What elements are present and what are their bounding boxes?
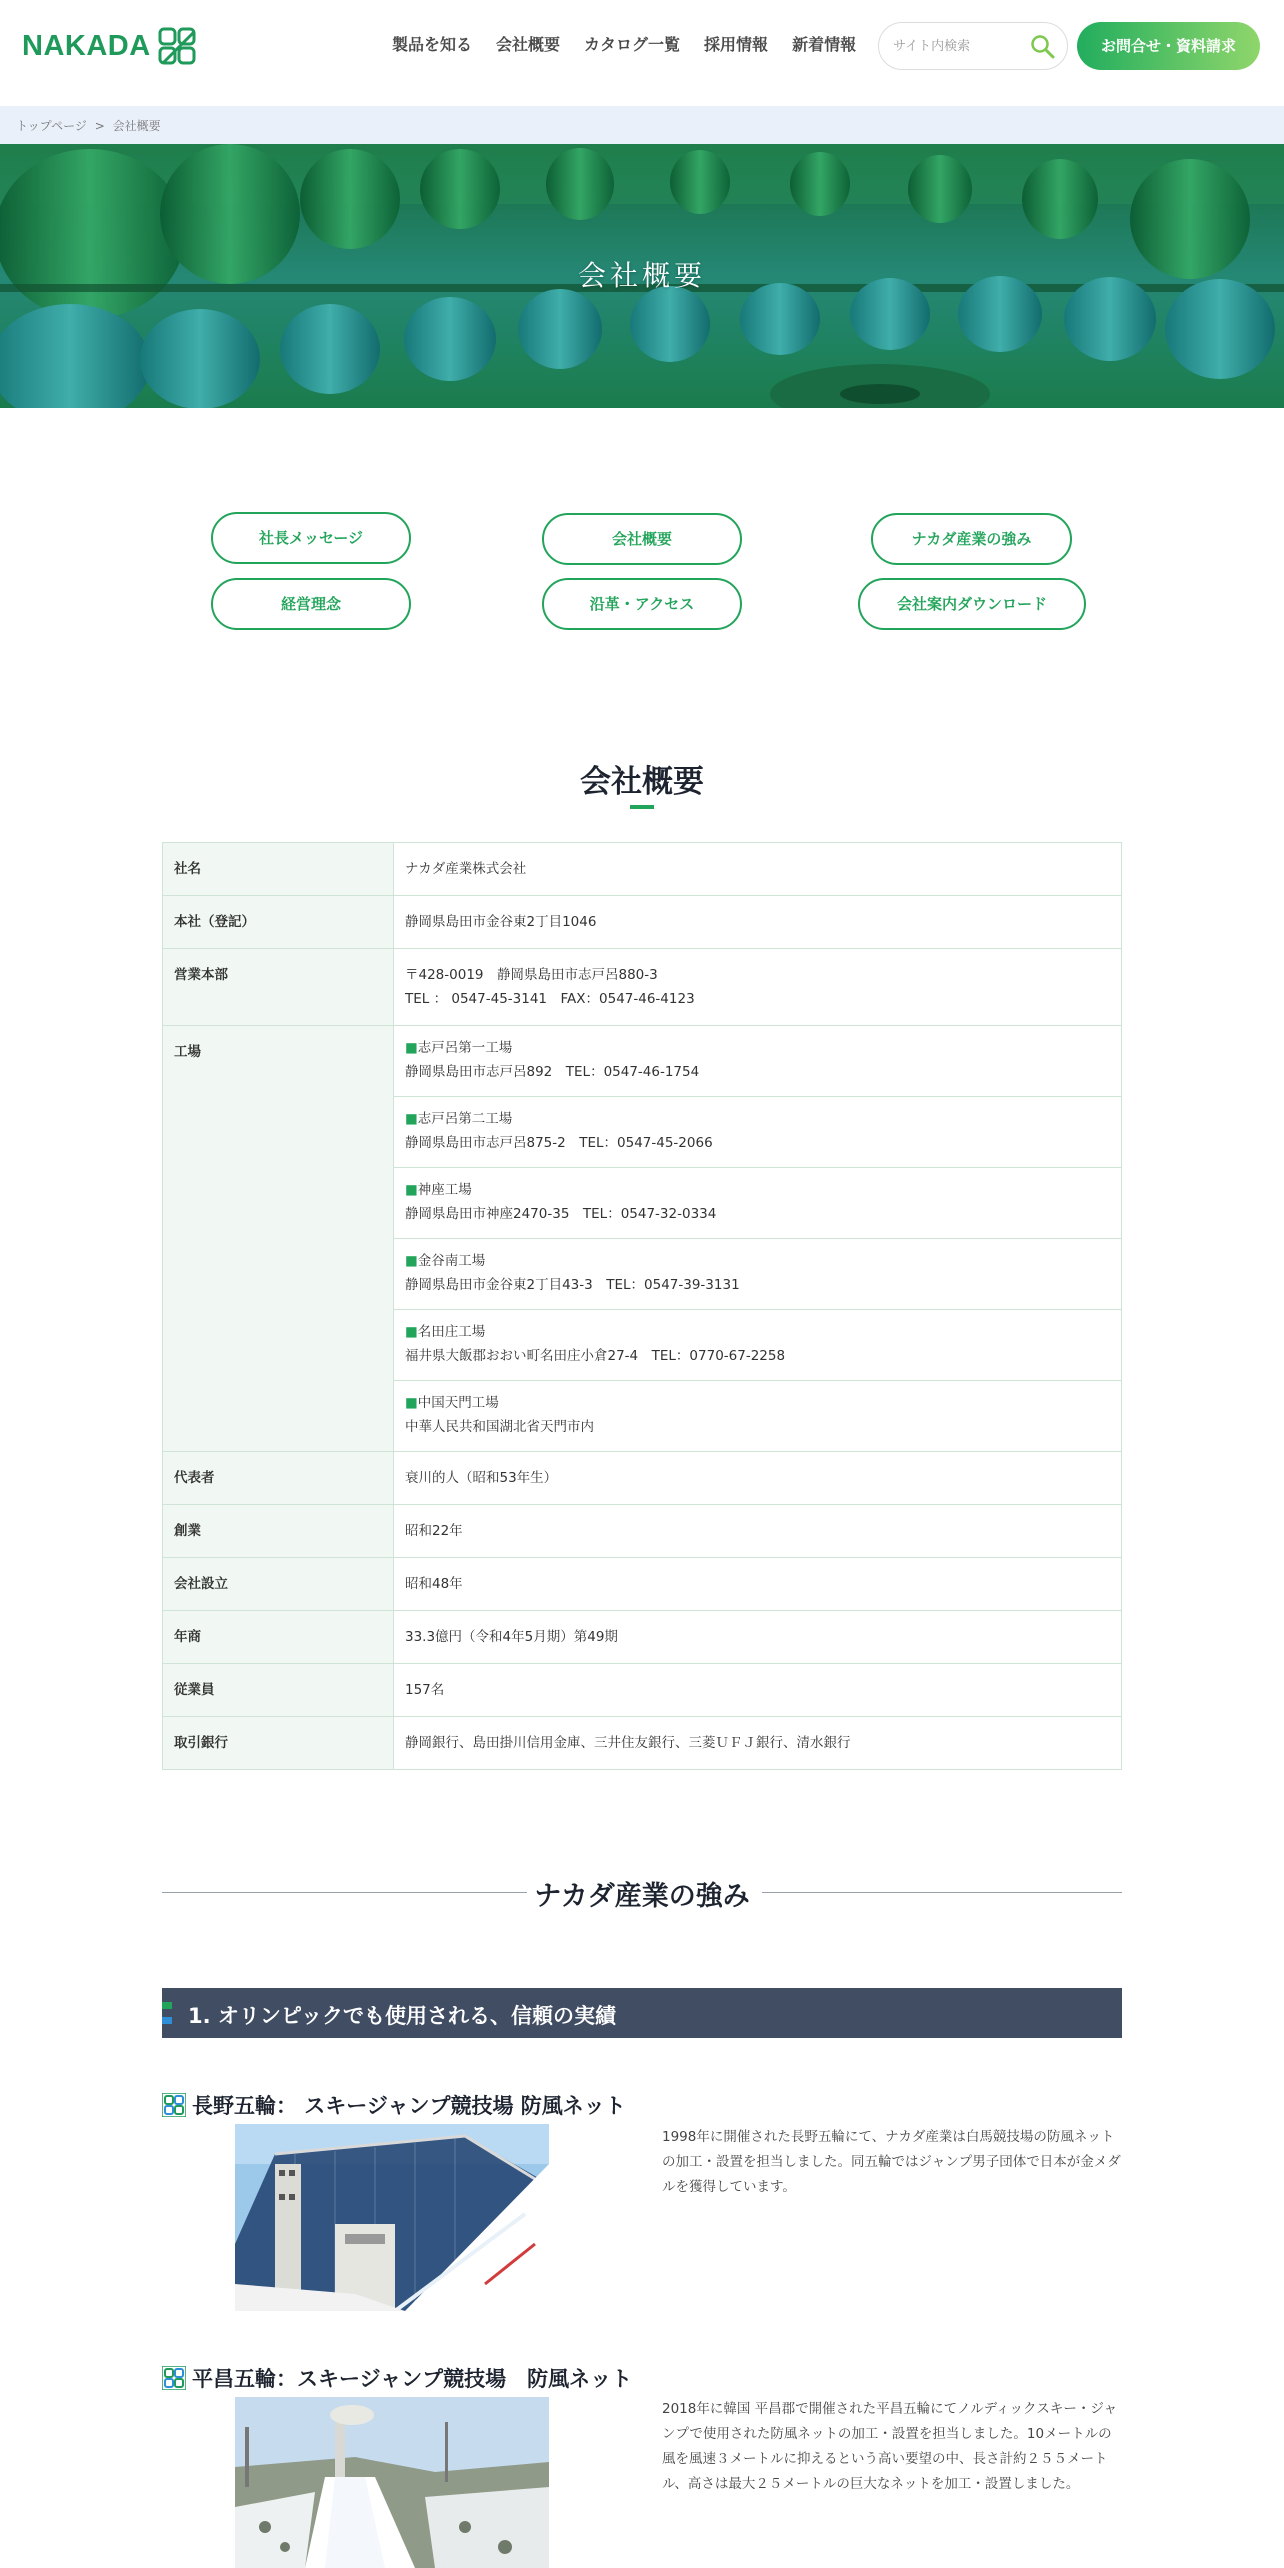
nagano-ski-jump-photo: [235, 2124, 549, 2311]
row-value: 33.3億円（令和4年5月期）第49期: [394, 1611, 1122, 1664]
anchor-company-overview[interactable]: 会社概要: [542, 513, 742, 565]
breadcrumb-bar: [0, 106, 1284, 144]
table-row: [163, 1452, 1122, 1505]
overview-title: 会社概要: [580, 764, 704, 800]
square-bullet-icon: ■: [405, 1182, 418, 1198]
logo[interactable]: [22, 26, 197, 66]
factory-name: 志戸呂第一工場: [417, 1040, 513, 1056]
table-row: [163, 1026, 1122, 1097]
anchor-strengths[interactable]: ナカダ産業の強み: [871, 513, 1072, 565]
search-box: [878, 22, 1068, 70]
item-title-text: 長野五輪： スキージャンプ競技場 防風ネット: [192, 2094, 626, 2118]
factory-address: 福井県大飯郡おおい町名田庄小倉27-4 TEL：0770-67-2258: [405, 1348, 786, 1364]
search-icon[interactable]: [1029, 33, 1057, 61]
strength-title: ナカダ産業の強み: [534, 1881, 750, 1912]
row-value-line: TEL ： 0547-45-3141 FAX：0547-46-4123: [405, 991, 695, 1007]
logo-text: NAKADA: [22, 29, 151, 62]
square-bullet-icon: ■: [405, 1111, 418, 1127]
anchor-history-access[interactable]: 沿革・アクセス: [542, 578, 742, 630]
factory-name: 志戸呂第二工場: [417, 1111, 513, 1127]
factory-address: 中華人民共和国湖北省天門市内: [405, 1419, 594, 1435]
breadcrumb-home[interactable]: トップページ: [16, 119, 87, 133]
square-bullet-icon: ■: [405, 1253, 418, 1269]
row-value: 衰川的人（昭和53年生）: [394, 1452, 1122, 1505]
hero-banner: [0, 144, 1284, 408]
strength-section-title: 1. オリンピックでも使用される、信頼の実績: [188, 2004, 617, 2028]
table-row: [163, 949, 1122, 1026]
nav-news[interactable]: 新着情報: [792, 35, 857, 54]
row-label: 年商: [163, 1611, 394, 1664]
anchor-brochure-download[interactable]: 会社案内ダウンロード: [858, 578, 1086, 630]
logo-mark-icon: [162, 2366, 186, 2390]
main-nav: [392, 32, 856, 58]
row-label: 営業本部: [163, 949, 394, 1026]
factory-address: 静岡県島田市金谷東2丁目43-3 TEL：0547-39-3131: [405, 1277, 740, 1293]
anchor-philosophy[interactable]: 経営理念: [211, 578, 411, 630]
factory-address: 静岡県島田市神座2470-35 TEL：0547-32-0334: [405, 1206, 717, 1222]
factory-cell: [394, 1026, 1122, 1097]
table-row: [163, 896, 1122, 949]
nav-products[interactable]: 製品を知る: [392, 35, 473, 54]
overview-table: [162, 842, 1122, 1770]
table-row: [163, 1505, 1122, 1558]
table-row: [163, 1717, 1122, 1770]
factory-cell: [394, 1097, 1122, 1168]
row-value: 昭和22年: [394, 1505, 1122, 1558]
table-row: [163, 843, 1122, 896]
row-value: [394, 949, 1122, 1026]
square-bullet-icon: ■: [405, 1040, 418, 1056]
row-value: 静岡県島田市金谷東2丁目1046: [394, 896, 1122, 949]
factory-name: 神座工場: [417, 1182, 472, 1198]
factory-cell: [394, 1239, 1122, 1310]
row-value: 静岡銀行、島田掛川信用金庫、三井住友銀行、三菱ＵＦＪ銀行、清水銀行: [394, 1717, 1122, 1770]
factory-address: 静岡県島田市志戸呂875-2 TEL：0547-45-2066: [405, 1135, 713, 1151]
title-underline: [630, 805, 654, 809]
contact-button[interactable]: お問合せ・資料請求: [1077, 22, 1260, 70]
factory-cell: [394, 1381, 1122, 1452]
breadcrumb-separator: >: [94, 119, 105, 133]
nav-recruit[interactable]: 採用情報: [704, 35, 769, 54]
item-title: [162, 2363, 632, 2393]
factory-cell: [394, 1168, 1122, 1239]
row-value: ナカダ産業株式会社: [394, 843, 1122, 896]
factory-address: 静岡県島田市志戸呂892 TEL：0547-46-1754: [405, 1064, 700, 1080]
table-row: [163, 1558, 1122, 1611]
row-label: 会社設立: [163, 1558, 394, 1611]
breadcrumb-current: 会社概要: [112, 119, 161, 133]
item-title: [162, 2090, 626, 2120]
breadcrumb: [16, 117, 161, 134]
row-value-line: 〒428-0019 静岡県島田市志戸呂880-3: [405, 967, 658, 983]
factory-name: 金谷南工場: [417, 1253, 486, 1269]
strength-section-bar: [162, 1988, 1122, 2038]
table-row: [163, 1664, 1122, 1717]
strength-heading: [162, 1872, 1122, 1912]
row-label: 社名: [163, 843, 394, 896]
row-label: 創業: [163, 1505, 394, 1558]
nav-catalog[interactable]: カタログ一覧: [584, 35, 681, 54]
item-title-text: 平昌五輪：スキージャンプ競技場 防風ネット: [192, 2367, 633, 2391]
factory-name: 名田庄工場: [417, 1324, 486, 1340]
table-row: [163, 1611, 1122, 1664]
bar-marker: [162, 2017, 172, 2024]
row-label: 従業員: [163, 1664, 394, 1717]
item-description: 1998年に開催された長野五輪にて、ナカダ産業は白馬競技場の防風ネットの加工・設置を担当しました。同五輪ではジャンプ男子団体で日本が金メダルを獲得しています。: [662, 2129, 1121, 2195]
item-description: 2018年に韓国 平昌郡で開催された平昌五輪にてノルディックスキー・ジャンプで使用された防風ネットの加工・設置を担当しました。10メートルの風を風速３メートルに抑えるという高い要望の中、長さ計約２５５メートル、高さは最大２５メートルの巨大なネットを加工・設置しました。: [662, 2401, 1118, 2492]
square-bullet-icon: ■: [405, 1324, 418, 1340]
nav-company[interactable]: 会社概要: [496, 35, 561, 54]
bar-marker: [162, 2002, 172, 2009]
factory-name: 中国天門工場: [417, 1395, 499, 1411]
row-label: 取引銀行: [163, 1717, 394, 1770]
square-bullet-icon: ■: [405, 1395, 418, 1411]
anchor-president-message[interactable]: 社長メッセージ: [211, 512, 411, 564]
row-label: 本社（登記）: [163, 896, 394, 949]
row-value: 157名: [394, 1664, 1122, 1717]
logo-mark-icon: [162, 2093, 186, 2117]
logo-mark-icon: [157, 26, 197, 66]
site-header: [0, 0, 1284, 106]
search-input[interactable]: [893, 35, 1023, 57]
row-value: 昭和48年: [394, 1558, 1122, 1611]
factory-cell: [394, 1310, 1122, 1381]
pyeongchang-ski-jump-photo: [235, 2397, 549, 2568]
hero-title: 会社概要: [577, 259, 706, 292]
row-label: 工場: [163, 1026, 394, 1452]
row-label: 代表者: [163, 1452, 394, 1505]
